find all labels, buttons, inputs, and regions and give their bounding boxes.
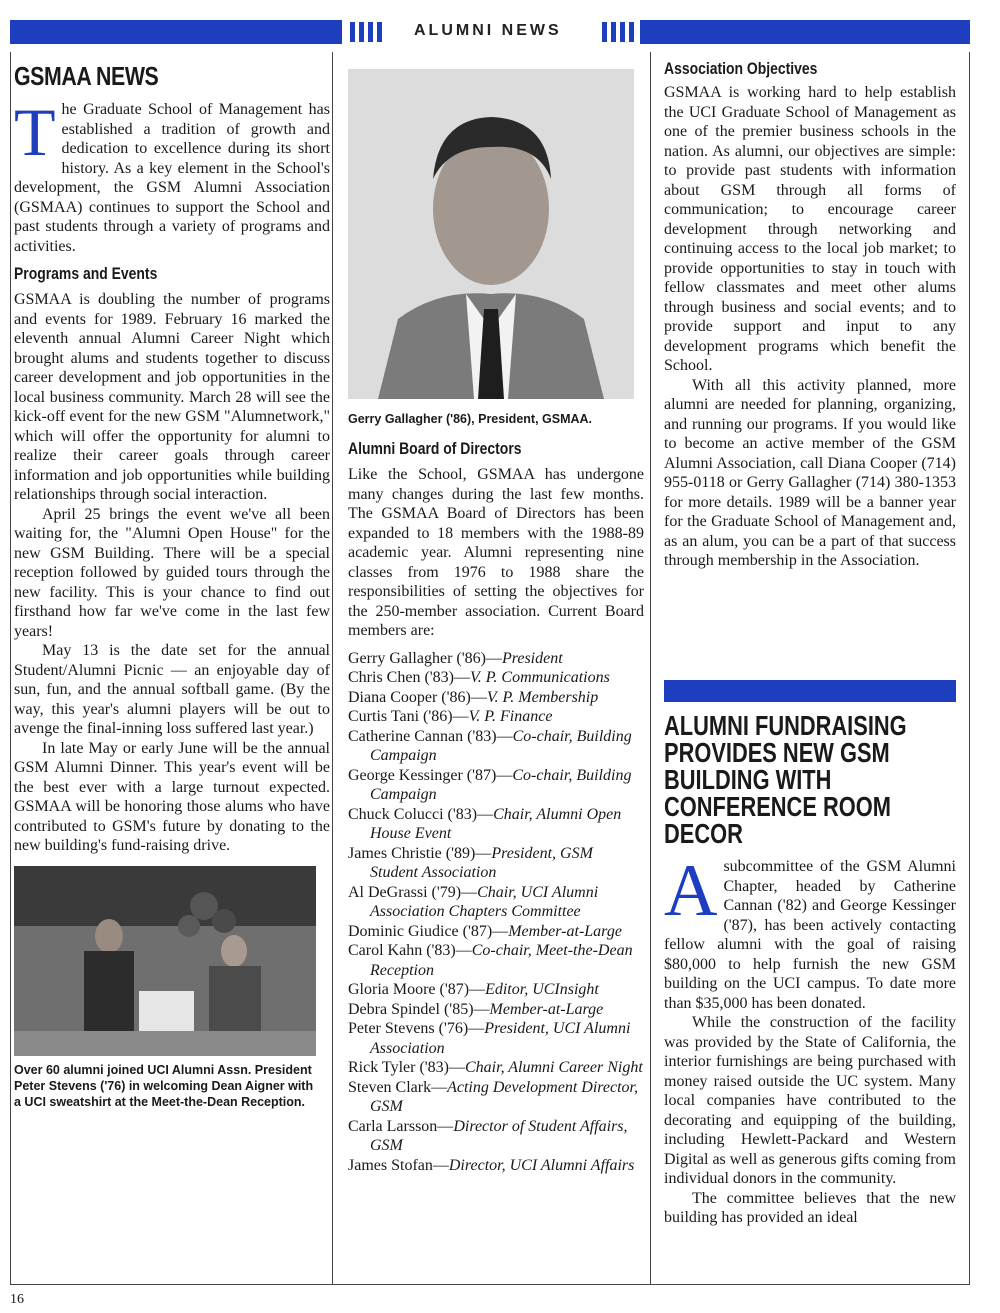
board-member-name: Curtis Tani ('86)— xyxy=(348,708,469,725)
board-member xyxy=(348,1019,644,1058)
board-member-name: Carla Larsson— xyxy=(348,1117,454,1135)
reception-photo xyxy=(14,866,316,1056)
board-member-name: Gerry Gallagher ('86)— xyxy=(348,649,502,667)
paragraph: May 13 is the date set for the annual Student/Alumni Picnic — an enjoyable day of sun, fun, and the annual softball game. (By the way, this year's alumni players will be out to avenge the final-inning loss suffered last year.) xyxy=(14,642,330,737)
board-member xyxy=(348,883,644,922)
board-member-role: Member-at-Large xyxy=(489,1000,604,1018)
fundraising-text: subcommittee of the GSM Alumni Chapter, headed by Catherine Cannan ('82) and George Kessinger ('87), has been actively contacting fellow alumni with the goal of raising $80,000 to help furnish the new GSM building on the UCI campus. To date more than $35,000 has been donated. xyxy=(664,858,956,1012)
banner-bar-left xyxy=(10,20,342,44)
board-member xyxy=(348,1000,644,1020)
board-member xyxy=(348,980,644,1000)
column-rule xyxy=(650,52,651,1284)
banner-bar-right xyxy=(640,20,970,44)
photo-caption: Over 60 alumni joined UCI Alumni Assn. President Peter Stevens ('76) in welcoming Dean Aigner with a UCI sweatshirt at the Meet-the-Dean Reception. xyxy=(14,1062,314,1109)
board-member xyxy=(348,844,644,883)
board-member-role: V. P. Communications xyxy=(469,669,610,686)
board-member-name: Steven Clark— xyxy=(348,1078,448,1096)
banner-title: ALUMNI NEWS xyxy=(414,22,562,39)
board-member-name: Al DeGrassi ('79)— xyxy=(348,883,478,901)
board-member xyxy=(348,766,644,805)
drop-cap: T xyxy=(14,94,56,170)
board-member-name: James Christie ('89)— xyxy=(348,844,492,862)
board-member-name: Debra Spindel ('85)— xyxy=(348,1000,490,1018)
board-member-name: Diana Cooper ('86)— xyxy=(348,688,487,706)
banner-ticks-left xyxy=(350,22,382,42)
drop-cap: A xyxy=(664,850,718,932)
board-member-role: Director of Student Affairs, GSM xyxy=(370,1117,628,1154)
board-member-role: Chair, Alumni Career Night xyxy=(465,1059,643,1076)
column-fundraising xyxy=(664,712,956,1228)
column-board xyxy=(348,55,644,1175)
board-member xyxy=(348,707,644,727)
board-member-role: Co-chair, Meet-the-Dean Reception xyxy=(370,942,633,979)
board-member-role: Acting Development Director, GSM xyxy=(370,1078,638,1115)
board-member xyxy=(348,805,644,844)
photo-caption: Gerry Gallagher ('86), President, GSMAA. xyxy=(348,412,593,426)
board-member xyxy=(348,922,644,942)
intro-paragraph xyxy=(14,94,330,256)
board-member-role: Chair, Alumni Open House Event xyxy=(370,805,622,842)
board-member xyxy=(348,1117,644,1156)
board-member-name: Gloria Moore ('87)— xyxy=(348,981,486,998)
column-objectives xyxy=(664,55,956,571)
paragraph: While the construction of the facility was provided by the State of California, the interior furnishings are being purchased with money raised outside the UC system. Many local companies have contributed to the decorating and equipping of the building, including Hewlett-Packard and Western Digital as well as generous gifts coming from individual donors in the community. xyxy=(664,1014,956,1187)
board-member-name: Dominic Giudice ('87)— xyxy=(348,922,509,940)
board-member-list xyxy=(348,649,644,1176)
board-member-role: President xyxy=(501,649,563,667)
board-member xyxy=(348,688,644,708)
board-member-name: Peter Stevens ('76)— xyxy=(348,1020,485,1037)
board-member xyxy=(348,1156,644,1176)
fundraising-paragraph xyxy=(664,850,956,1013)
board-member-role: V. P. Membership xyxy=(486,688,599,706)
paragraph: Like the School, GSMAA has undergone many changes during the last few months. The GSMAA Board of Directors has been expanded to 18 members with the 1988-89 academic year. Alumni representing nine classes from 1976 to 1988 share the responsibilities of setting the objectives for the 250-member association. Current Board members are: xyxy=(348,466,644,639)
section-banner xyxy=(10,20,970,44)
intro-text: he Graduate School of Management has established a tradition of growth and dedication to excellence during its short history. As a key element in the School's development, the GSM Alumni Association (GSMAA) continues to support the School and past students through a variety of programs and activities. xyxy=(14,101,330,255)
frame-left xyxy=(10,52,11,1284)
page-number: 16 xyxy=(10,1292,24,1307)
reception-photo-image xyxy=(14,866,316,1056)
board-member-role: Chair, UCI Alumni Association Chapters Committee xyxy=(370,883,599,920)
board-member-name: Chuck Colucci ('83)— xyxy=(348,805,494,823)
board-member-name: Catherine Cannan ('83)— xyxy=(348,727,513,745)
paragraph: In late May or early June will be the annual GSM Alumni Dinner. This year's event will be the best ever with a large turnout expected. GSMAA will be honoring those alums who have contributed to GSM's future by donating to the new building's fund-raising drive. xyxy=(14,739,330,854)
fundraising-bar xyxy=(664,680,956,702)
portrait-photo xyxy=(348,69,634,399)
board-member-role: V. P. Finance xyxy=(468,708,553,725)
board-member-name: James Stofan— xyxy=(348,1156,449,1174)
board-member-role: President, UCI Alumni Association xyxy=(370,1020,631,1057)
paragraph: The committee believes that the new building has provided an ideal xyxy=(664,1189,956,1226)
board-member-role: Editor, UCInsight xyxy=(485,981,599,998)
frame-bottom xyxy=(10,1284,970,1285)
banner-ticks-right xyxy=(602,22,634,42)
board-member-name: George Kessinger ('87)— xyxy=(348,766,513,784)
section-heading: Programs and Events xyxy=(14,264,158,283)
column-gsmaa-news xyxy=(14,55,330,1110)
article-heading: ALUMNI FUNDRAISING PROVIDES NEW GSM BUILDING WITH CONFERENCE ROOM DECOR xyxy=(664,710,907,849)
paragraph: With all this activity planned, more alumni are needed for planning, organizing, and running our programs. If you would like to become an active member of the GSM Alumni Association, call Diana Cooper (714) 955-0118 or Gerry Gallagher (714) 380-1353 for more details. 1989 will be a banner year for the Graduate School of Management and, as an alum, you can be a part of that success through membership in the Association. xyxy=(664,376,956,569)
paragraph: GSMAA is doubling the number of programs and events for 1989. February 16 marked the eleventh annual Alumni Career Night which brought alums and students together to discuss career development and job opportunities in the local business community. March 28 will see the kick-off event for the new GSM "Alumnetwork," which will offer the opportunity for alumni to realize their career goals through career information and job opportunities while building relationships through social interaction. xyxy=(14,291,330,503)
board-member-role: Co-chair, Building Campaign xyxy=(370,727,632,764)
section-heading: Alumni Board of Directors xyxy=(348,439,522,458)
board-member-name: Chris Chen ('83)— xyxy=(348,669,470,686)
paragraph: April 25 brings the event we've all been waiting for, the "Alumni Open House" for the new GSM Building. There will be a special reception followed by guided tours through the new facility. This is your chance to find out firsthand how far we've come in the last few years! xyxy=(14,505,330,640)
portrait-photo-image xyxy=(348,69,634,399)
section-heading: Association Objectives xyxy=(664,59,818,78)
board-member-role: Director, UCI Alumni Affairs xyxy=(448,1156,635,1174)
board-member xyxy=(348,941,644,980)
column-rule xyxy=(332,52,333,1284)
board-member-name: Carol Kahn ('83)— xyxy=(348,942,472,959)
paragraph: GSMAA is working hard to help establish the UCI Graduate School of Management as one of the premier business schools in the nation. As alumni, our objectives are simple: to provide past students with information about GSM through all forms of communication; to encourage career development through networking and continuing access to the local job market; to provide opportunities to stay in touch with fellow classmates and meet other alums through business and social events; and to provide support and input to any development programs which benefit the School. xyxy=(664,84,956,374)
board-member-role: President, GSM Student Association xyxy=(370,844,593,881)
board-member xyxy=(348,1078,644,1117)
board-member xyxy=(348,727,644,766)
frame-right xyxy=(969,52,970,1284)
board-member-name: Rick Tyler ('83)— xyxy=(348,1059,465,1076)
board-member xyxy=(348,649,644,669)
board-member xyxy=(348,668,644,688)
board-member-role: Member-at-Large xyxy=(508,922,622,940)
article-heading: GSMAA NEWS xyxy=(14,61,159,91)
board-member xyxy=(348,1058,644,1078)
board-member-role: Co-chair, Building Campaign xyxy=(370,766,632,803)
